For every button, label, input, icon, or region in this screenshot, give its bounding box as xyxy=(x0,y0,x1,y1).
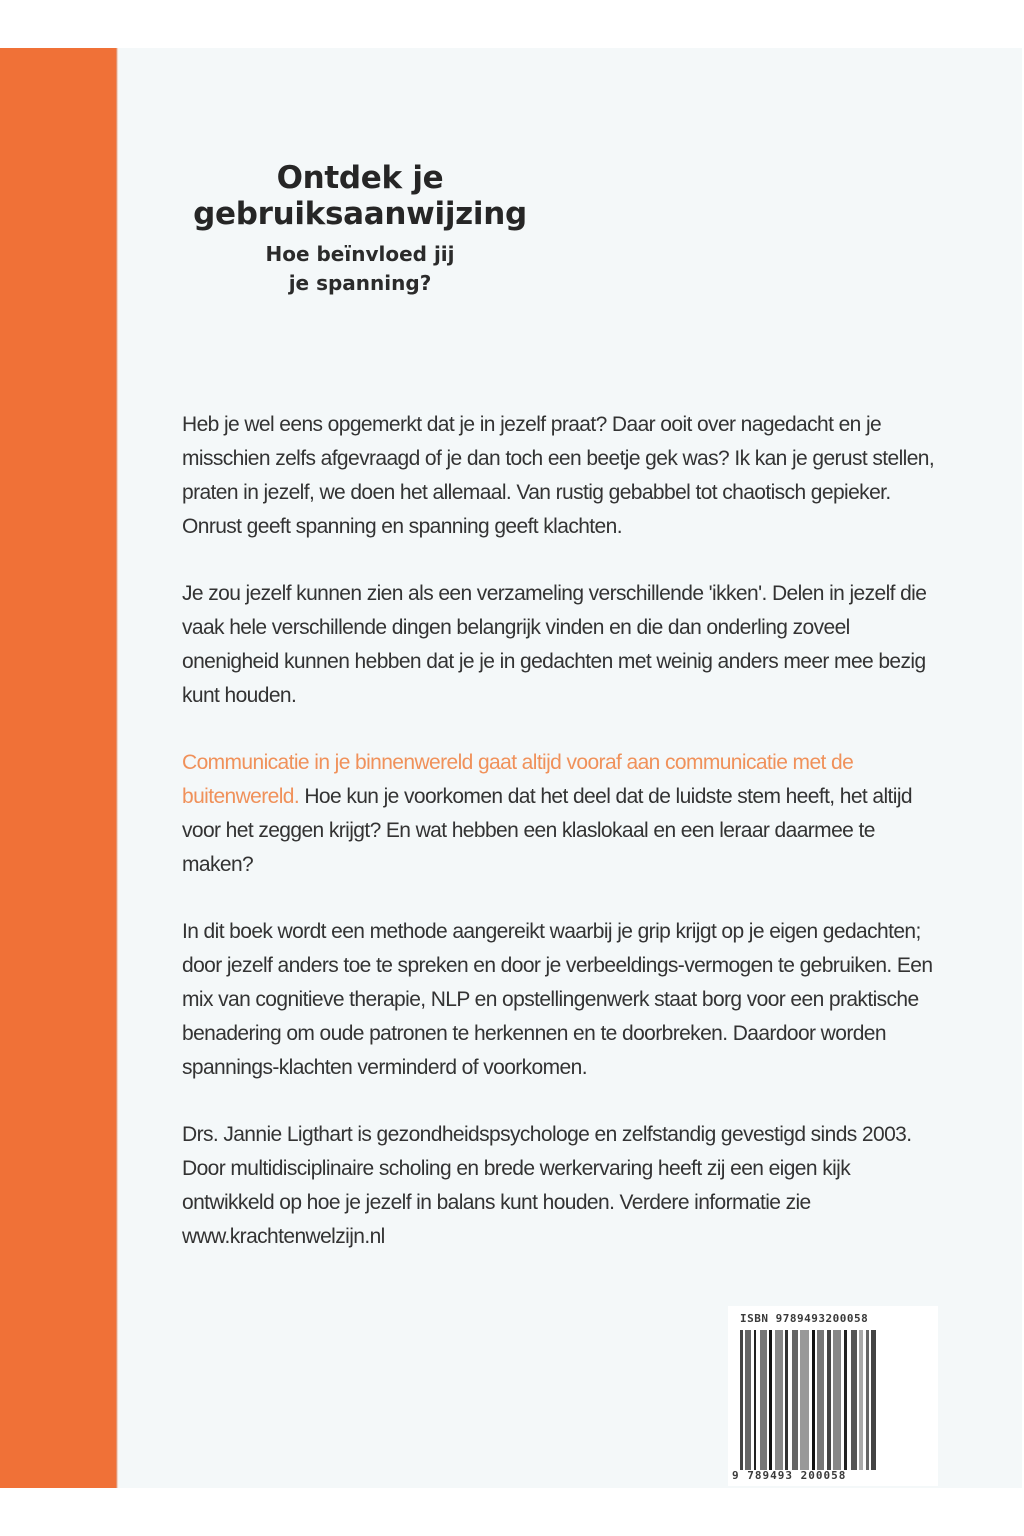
paragraph-methode xyxy=(182,915,942,1085)
paragraph-text: Je zou jezelf kunnen zien als een verzameling verschillende 'ikken'. Delen in jezelf die vaak hele verschillende dingen belangrijk vinden en die dan onderling zoveel onenigheid kunnen hebben dat je je in gedachten met weinig anders meer mee bezig kunt houden. xyxy=(182,582,927,707)
title-line-1: Ontdek je xyxy=(276,160,444,196)
book-back-cover xyxy=(0,48,1022,1488)
book-subtitle xyxy=(150,240,570,298)
paragraph-communicatie xyxy=(182,746,942,882)
paragraph-ikken xyxy=(182,577,942,713)
paragraph-intro xyxy=(182,408,942,544)
paragraph-text: In dit boek wordt een methode aangereikt waarbij je grip krijgt op je eigen gedachten; door jezelf anders toe te spreken en door je verbeeldings-vermogen te gebruiken. Een mix van cognitieve therapie, NLP en opstellingenwerk staat borg voor een praktische benadering om oude patronen te herkennen en te doorbreken. Daardoor worden spannings-klachten verminderd of voorkomen. xyxy=(182,920,933,1079)
paragraph-text: Hoe kun je voorkomen dat het deel dat de luidste stem heeft, het altijd voor het zeggen krijgt? En wat hebben een klaslokaal en een leraar daarmee te maken? xyxy=(182,785,912,876)
paragraph-text: Heb je wel eens opgemerkt dat je in jezelf praat? Daar ooit over nagedacht en je misschien zelfs afgevraagd of je dan toch een beetje gek was? Ik kan je gerust stellen, praten in jezelf, we doen het allemaal. Van rustig gebabbel tot chaotisch gepieker. Onrust geeft spanning en spanning geeft klachten. xyxy=(182,413,935,538)
subtitle-line-2: je spanning? xyxy=(288,271,432,295)
barcode-isbn-text: ISBN 9789493200058 xyxy=(740,1312,869,1325)
paragraph-text: Drs. Jannie Ligthart is gezondheidspsychologe en zelfstandig gevestigd sinds 2003. Door multidisciplinaire scholing en brede werkervaring heeft zij een eigen kijk ontwikkeld op hoe je jezelf in balans kunt houden. Verdere informatie zie www.krachtenwelzijn.nl xyxy=(182,1123,912,1248)
spine-edge-shadow xyxy=(116,48,120,1488)
paragraph-author-bio xyxy=(182,1118,942,1254)
orange-spine-strip xyxy=(0,48,118,1488)
title-block xyxy=(150,160,570,298)
highlighted-quote: Communicatie in je binnenwereld gaat altijd vooraf aan communicatie met de buitenwereld. xyxy=(182,751,854,808)
subtitle-line-1: Hoe beïnvloed jij xyxy=(265,242,455,266)
book-title xyxy=(150,160,570,232)
title-line-2: gebruiksaanwijzing xyxy=(193,196,527,232)
isbn-barcode xyxy=(728,1306,938,1486)
barcode-icon xyxy=(740,1330,930,1470)
barcode-number-text: 9 789493 200058 xyxy=(732,1469,847,1482)
blurb-text xyxy=(182,408,942,1287)
